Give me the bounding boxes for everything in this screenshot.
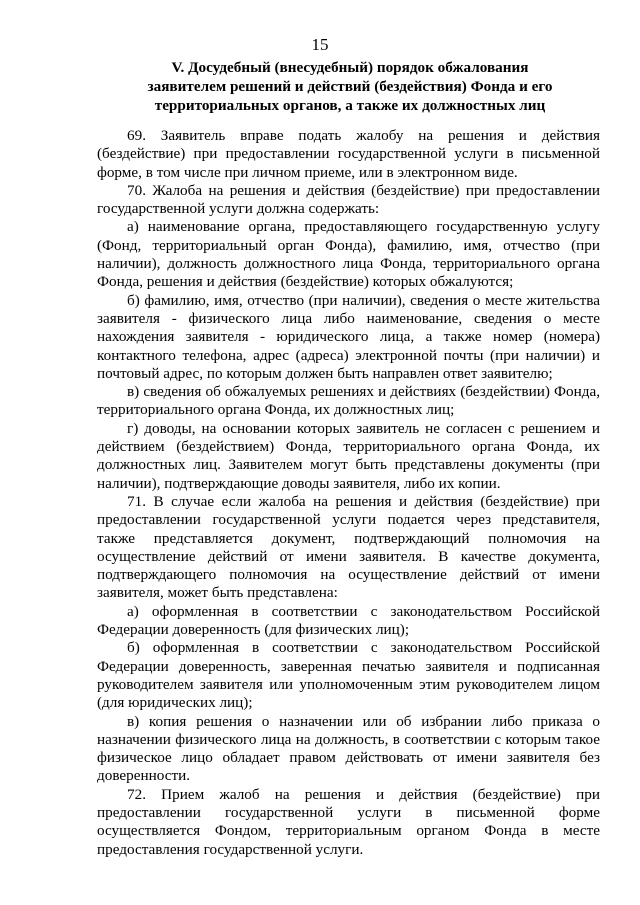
paragraph-69: 69. Заявитель вправе подать жалобу на решения и действия (бездействие) при предоставлении государственной услуги в письменной форме, в том числе при личном приеме, или в электронном виде.	[97, 127, 600, 181]
paragraph-71: 71. В случае если жалоба на решения и действия (бездействие) при предоставлении государственной услуги подается через представителя, также представляется документ, подтверждающий полномочия на осуществление действий от имени заявителя. В качестве документа, подтверждающего полномочия на осуществление действий от имени заявителя, может быть представлена:	[97, 492, 600, 602]
paragraph-71-a: а) оформленная в соответствии с законодательством Российской Федерации доверенность (для физических лиц);	[97, 602, 600, 639]
page-number: 15	[311, 35, 329, 54]
section-heading-line: V. Досудебный (внесудебный) порядок обжалования	[171, 59, 529, 76]
paragraph-72: 72. Прием жалоб на решения и действия (бездействие) при предоставлении государственной услуги в письменной форме осуществляется Фондом, территориальным органом Фонда в месте предоставления государственной услуги.	[97, 785, 600, 858]
paragraph-70-b: б) фамилию, имя, отчество (при наличии), сведения о месте жительства заявителя - физического лица либо наименование, сведения о месте нахождения заявителя - юридического лица, а также номер (номера) контактного телефона, адрес (адреса) электронной почты (при наличии) и почтовый адрес, по которым должен быть направлен ответ заявителю;	[97, 291, 600, 382]
paragraph-70-g: г) доводы, на основании которых заявитель не согласен с решением и действием (бездействием) Фонда, территориального органа Фонда, их должностных лиц. Заявителем могут быть представлены документы (при наличии), подтверждающие доводы заявителя, либо их копии.	[97, 419, 600, 492]
section-heading-line: территориальных органов, а также их должностных лиц	[154, 97, 546, 114]
paragraph-70-a: а) наименование органа, предоставляющего государственную услугу (Фонд, территориальный орган Фонда), фамилию, имя, отчество (при наличии), должность должностного лица Фонда, территориального органа Фонда, решения и действия (бездействие) которых обжалуются;	[97, 218, 600, 291]
section-heading	[96, 58, 604, 115]
document-body	[97, 127, 600, 859]
paragraph-71-b: б) оформленная в соответствии с законодательством Российской Федерации доверенность, заверенная печатью заявителя и подписанная руководителем заявителя или уполномоченным этим руководителем лицом (для юридических лиц);	[97, 639, 600, 712]
section-heading-line: заявителем решений и действий (бездействия) Фонда и его	[147, 78, 553, 95]
paragraph-70-v: в) сведения об обжалуемых решениях и действиях (бездействии) Фонда, территориального органа Фонда, их должностных лиц;	[97, 383, 600, 419]
paragraph-71-v: в) копия решения о назначении или об избрании либо приказа о назначении физического лица на должность, в соответствии с которым такое физическое лицо обладает правом действовать от имени заявителя без доверенности.	[97, 712, 600, 785]
paragraph-70: 70. Жалоба на решения и действия (бездействие) при предоставлении государственной услуги должна содержать:	[97, 181, 600, 218]
